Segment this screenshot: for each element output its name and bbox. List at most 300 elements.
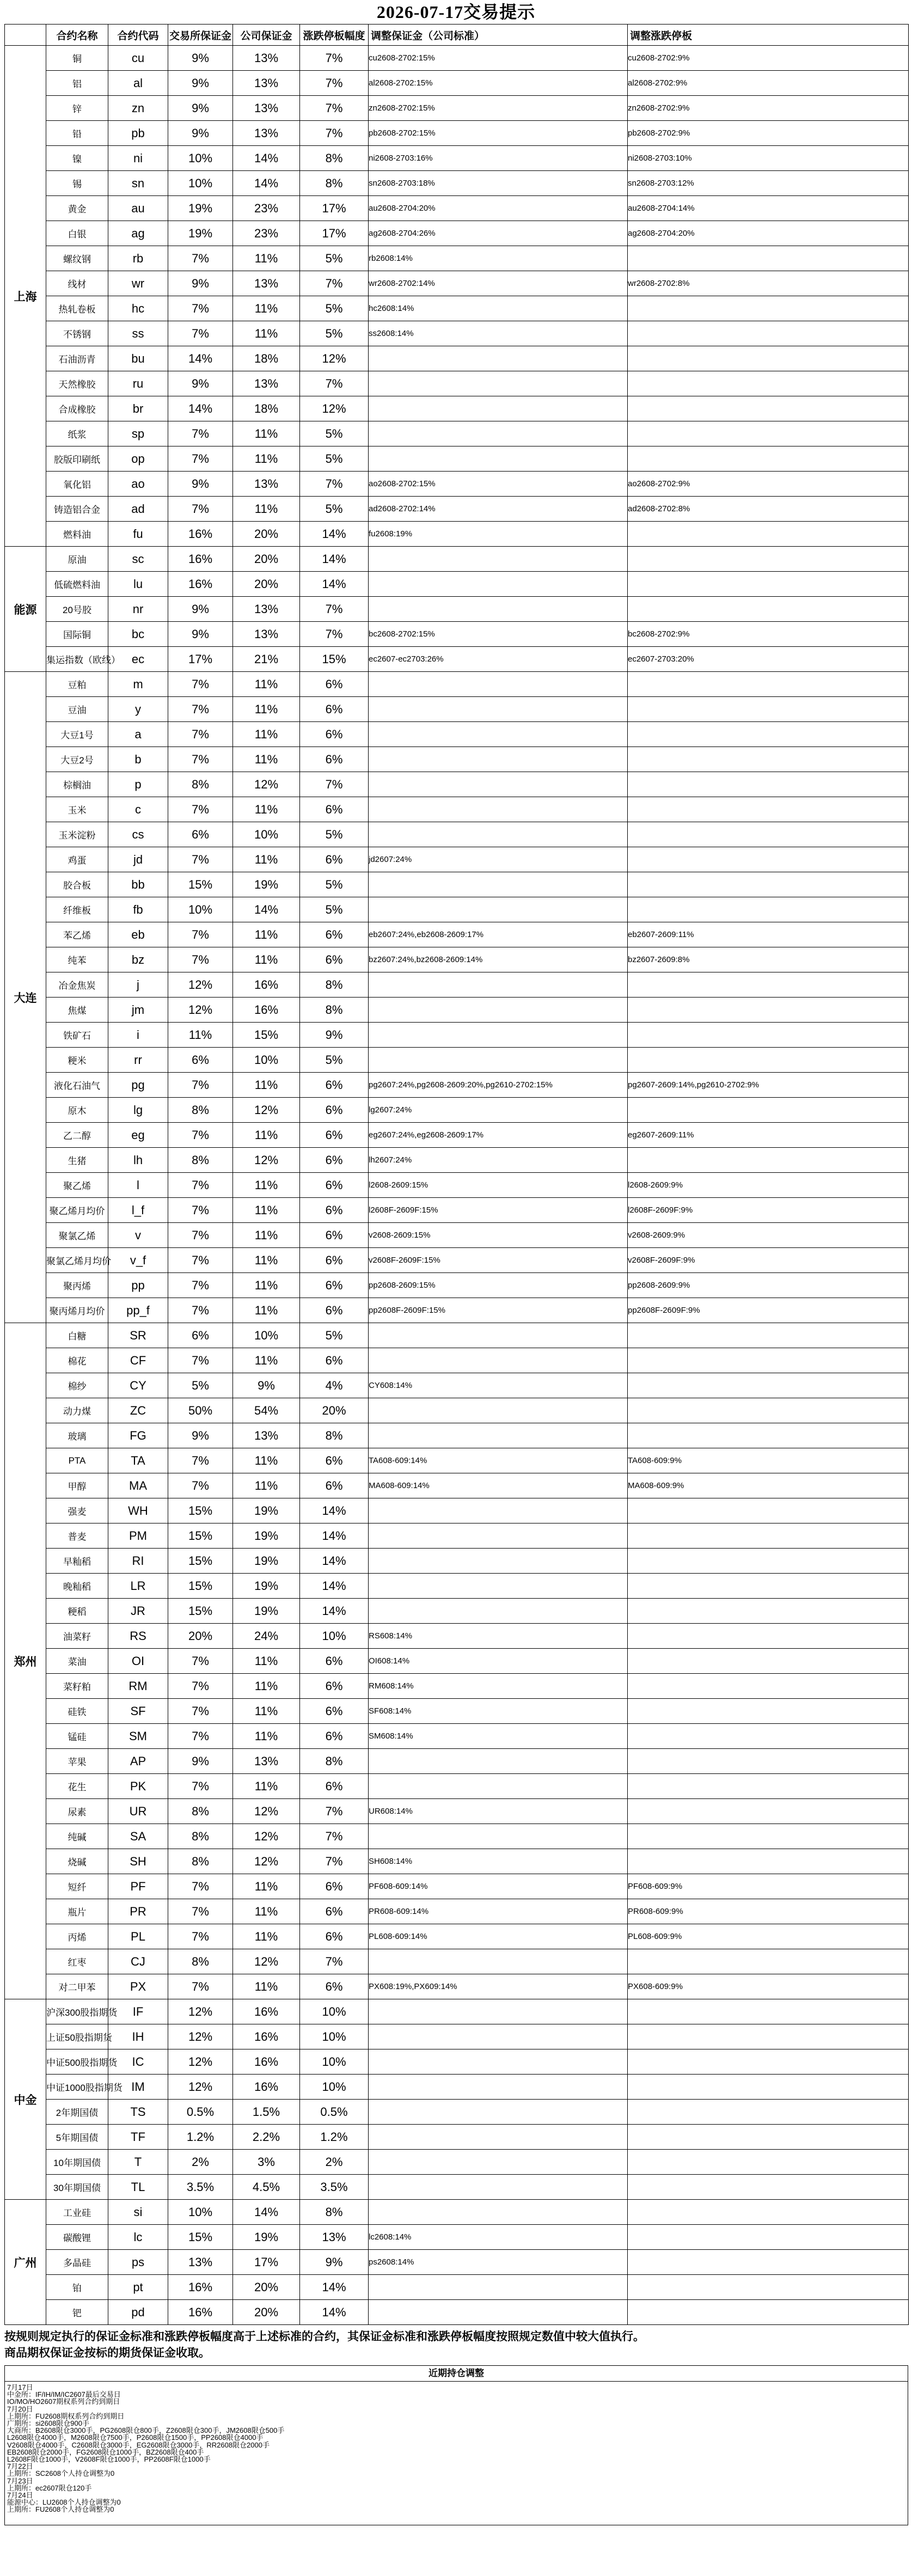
contract-name-cell: 上证50股指期货 bbox=[46, 2024, 108, 2049]
price-limit-cell: 7% bbox=[300, 71, 369, 96]
price-limit-cell: 14% bbox=[300, 1574, 369, 1599]
price-limit-cell: 1.2% bbox=[300, 2125, 369, 2150]
contract-code-cell: TL bbox=[108, 2175, 168, 2200]
company-margin-cell: 16% bbox=[233, 972, 300, 998]
contract-code-cell: bz bbox=[108, 947, 168, 972]
contract-code-cell: jd bbox=[108, 847, 168, 872]
adjusted-limit-cell bbox=[628, 1999, 909, 2024]
adjusted-margin-cell: CY608:14% bbox=[369, 1373, 628, 1398]
price-limit-cell: 6% bbox=[300, 697, 369, 722]
contract-code-cell: a bbox=[108, 722, 168, 747]
contract-code-cell: bc bbox=[108, 622, 168, 647]
contract-name-cell: 铁矿石 bbox=[46, 1023, 108, 1048]
adjusted-margin-cell: SF608:14% bbox=[369, 1699, 628, 1724]
adjusted-limit-cell bbox=[628, 2049, 909, 2075]
price-limit-cell: 14% bbox=[300, 1523, 369, 1549]
price-limit-cell: 10% bbox=[300, 2024, 369, 2049]
adjusted-limit-cell: PL608-609:9% bbox=[628, 1924, 909, 1949]
exchange-margin-cell: 9% bbox=[168, 622, 233, 647]
price-limit-cell: 6% bbox=[300, 922, 369, 947]
contract-name-cell: 石油沥青 bbox=[46, 346, 108, 371]
contract-name-cell: 玉米 bbox=[46, 797, 108, 822]
contract-code-cell: p bbox=[108, 772, 168, 797]
adjusted-limit-cell bbox=[628, 1699, 909, 1724]
contract-name-cell: PTA bbox=[46, 1448, 108, 1473]
adjusted-margin-cell: v2608F-2609F:15% bbox=[369, 1248, 628, 1273]
table-row bbox=[5, 1924, 909, 1949]
table-row bbox=[5, 1373, 909, 1398]
adjusted-margin-cell bbox=[369, 421, 628, 446]
contract-code-cell: ru bbox=[108, 371, 168, 396]
exchange-margin-cell: 7% bbox=[168, 497, 233, 522]
exchange-margin-cell: 50% bbox=[168, 1398, 233, 1423]
contract-code-cell: hc bbox=[108, 296, 168, 321]
company-margin-cell: 19% bbox=[233, 1523, 300, 1549]
table-row bbox=[5, 1198, 909, 1223]
adjusted-limit-cell bbox=[628, 2250, 909, 2275]
contract-name-cell: 线材 bbox=[46, 271, 108, 296]
contract-name-cell: 早籼稻 bbox=[46, 1549, 108, 1574]
contract-code-cell: IC bbox=[108, 2049, 168, 2075]
exchange-margin-cell: 9% bbox=[168, 1749, 233, 1774]
price-limit-cell: 8% bbox=[300, 972, 369, 998]
company-margin-cell: 11% bbox=[233, 1123, 300, 1148]
adjusted-limit-cell bbox=[628, 2200, 909, 2225]
price-limit-cell: 14% bbox=[300, 1599, 369, 1624]
table-row bbox=[5, 1649, 909, 1674]
price-limit-cell: 6% bbox=[300, 1674, 369, 1699]
price-limit-cell: 6% bbox=[300, 1098, 369, 1123]
contract-code-cell: ni bbox=[108, 146, 168, 171]
adjusted-limit-cell bbox=[628, 1498, 909, 1523]
company-margin-cell: 19% bbox=[233, 872, 300, 897]
table-row bbox=[5, 371, 909, 396]
adjusted-margin-cell: rb2608:14% bbox=[369, 246, 628, 271]
adjusted-limit-cell: ad2608-2702:8% bbox=[628, 497, 909, 522]
exchange-cell: 能源 bbox=[5, 547, 46, 672]
adjusted-limit-cell bbox=[628, 772, 909, 797]
recent-line: L2608限仓4000手，M2608限仓7500手，P2608限仓1500手，PP2608限仓4000手 bbox=[7, 2433, 264, 2442]
adjusted-limit-cell bbox=[628, 1599, 909, 1624]
price-limit-cell: 15% bbox=[300, 647, 369, 672]
price-limit-cell: 14% bbox=[300, 547, 369, 572]
contract-code-cell: RI bbox=[108, 1549, 168, 1574]
table-row bbox=[5, 697, 909, 722]
contract-name-cell: 冶金焦炭 bbox=[46, 972, 108, 998]
company-margin-cell: 14% bbox=[233, 2200, 300, 2225]
contract-code-cell: ps bbox=[108, 2250, 168, 2275]
table-row bbox=[5, 1899, 909, 1924]
table-row bbox=[5, 1699, 909, 1724]
contract-name-cell: 多晶硅 bbox=[46, 2250, 108, 2275]
price-limit-cell: 12% bbox=[300, 346, 369, 371]
price-limit-cell: 6% bbox=[300, 1123, 369, 1148]
adjusted-limit-cell: eg2607-2609:11% bbox=[628, 1123, 909, 1148]
contract-name-cell: 晚籼稻 bbox=[46, 1574, 108, 1599]
table-row bbox=[5, 246, 909, 271]
recent-line: 上期所：FU2608期权系列合约到期日 bbox=[7, 2412, 125, 2420]
exchange-margin-cell: 15% bbox=[168, 1574, 233, 1599]
contract-code-cell: SM bbox=[108, 1724, 168, 1749]
contract-name-cell: 动力煤 bbox=[46, 1398, 108, 1423]
adjusted-margin-cell bbox=[369, 1498, 628, 1523]
contract-name-cell: 焦煤 bbox=[46, 998, 108, 1023]
table-row bbox=[5, 947, 909, 972]
contract-name-cell: 纸浆 bbox=[46, 421, 108, 446]
price-limit-cell: 10% bbox=[300, 2049, 369, 2075]
exchange-margin-cell: 12% bbox=[168, 2024, 233, 2049]
price-limit-cell: 6% bbox=[300, 1774, 369, 1799]
contract-code-cell: fb bbox=[108, 897, 168, 922]
adjusted-margin-cell bbox=[369, 2075, 628, 2100]
exchange-margin-cell: 8% bbox=[168, 1098, 233, 1123]
header-adjusted-margin: 调整保证金（公司标准） bbox=[369, 25, 628, 46]
adjusted-margin-cell: hc2608:14% bbox=[369, 296, 628, 321]
adjusted-limit-cell bbox=[628, 1774, 909, 1799]
contract-name-cell: 20号胶 bbox=[46, 597, 108, 622]
contract-name-cell: 锌 bbox=[46, 96, 108, 121]
table-row bbox=[5, 1774, 909, 1799]
table-row bbox=[5, 1849, 909, 1874]
exchange-margin-cell: 12% bbox=[168, 2075, 233, 2100]
contract-code-cell: pd bbox=[108, 2300, 168, 2325]
exchange-margin-cell: 6% bbox=[168, 1048, 233, 1073]
company-margin-cell: 12% bbox=[233, 772, 300, 797]
price-limit-cell: 7% bbox=[300, 597, 369, 622]
table-row bbox=[5, 672, 909, 697]
contract-name-cell: 甲醇 bbox=[46, 1473, 108, 1498]
adjusted-margin-cell: lc2608:14% bbox=[369, 2225, 628, 2250]
price-limit-cell: 14% bbox=[300, 522, 369, 547]
adjusted-limit-cell bbox=[628, 998, 909, 1023]
table-row bbox=[5, 1148, 909, 1173]
price-limit-cell: 6% bbox=[300, 1473, 369, 1498]
exchange-margin-cell: 7% bbox=[168, 1348, 233, 1373]
adjusted-margin-cell: ag2608-2704:26% bbox=[369, 221, 628, 246]
contract-code-cell: j bbox=[108, 972, 168, 998]
table-row bbox=[5, 772, 909, 797]
price-limit-cell: 17% bbox=[300, 196, 369, 221]
company-margin-cell: 14% bbox=[233, 146, 300, 171]
contract-code-cell: ec bbox=[108, 647, 168, 672]
adjusted-margin-cell: ec2607-ec2703:26% bbox=[369, 647, 628, 672]
contract-code-cell: zn bbox=[108, 96, 168, 121]
page-title: 2026-07-17交易提示 bbox=[376, 2, 536, 22]
adjusted-margin-cell bbox=[369, 1999, 628, 2024]
table-row bbox=[5, 547, 909, 572]
contract-name-cell: 5年期国债 bbox=[46, 2125, 108, 2150]
adjusted-margin-cell bbox=[369, 872, 628, 897]
price-limit-cell: 6% bbox=[300, 1173, 369, 1198]
company-margin-cell: 11% bbox=[233, 1273, 300, 1298]
exchange-margin-cell: 2% bbox=[168, 2150, 233, 2175]
contract-name-cell: 原木 bbox=[46, 1098, 108, 1123]
table-row bbox=[5, 922, 909, 947]
adjusted-margin-cell bbox=[369, 722, 628, 747]
contract-name-cell: 聚丙烯 bbox=[46, 1273, 108, 1298]
contract-name-cell: 粳米 bbox=[46, 1048, 108, 1073]
adjusted-limit-cell bbox=[628, 1523, 909, 1549]
contract-name-cell: 不锈钢 bbox=[46, 321, 108, 346]
company-margin-cell: 12% bbox=[233, 1098, 300, 1123]
exchange-margin-cell: 15% bbox=[168, 1599, 233, 1624]
contract-code-cell: TS bbox=[108, 2100, 168, 2125]
exchange-margin-cell: 15% bbox=[168, 2225, 233, 2250]
table-row bbox=[5, 2200, 909, 2225]
recent-line: 7月17日 bbox=[7, 2383, 33, 2391]
contract-code-cell: op bbox=[108, 446, 168, 472]
recent-line: IO/MO/HO2607期权系列合约到期日 bbox=[7, 2397, 120, 2406]
contract-name-cell: 聚乙烯 bbox=[46, 1173, 108, 1198]
price-limit-cell: 7% bbox=[300, 772, 369, 797]
exchange-cell: 广州 bbox=[5, 2200, 46, 2325]
table-row bbox=[5, 1298, 909, 1323]
exchange-margin-cell: 7% bbox=[168, 1974, 233, 1999]
exchange-margin-cell: 7% bbox=[168, 1899, 233, 1924]
company-margin-cell: 11% bbox=[233, 797, 300, 822]
exchange-margin-cell: 9% bbox=[168, 96, 233, 121]
exchange-margin-cell: 9% bbox=[168, 472, 233, 497]
adjusted-margin-cell: bz2607:24%,bz2608-2609:14% bbox=[369, 947, 628, 972]
table-row bbox=[5, 1949, 909, 1974]
company-margin-cell: 13% bbox=[233, 71, 300, 96]
adjusted-margin-cell: jd2607:24% bbox=[369, 847, 628, 872]
company-margin-cell: 12% bbox=[233, 1799, 300, 1824]
price-limit-cell: 14% bbox=[300, 2275, 369, 2300]
adjusted-margin-cell bbox=[369, 2200, 628, 2225]
exchange-margin-cell: 7% bbox=[168, 1649, 233, 1674]
adjusted-limit-cell bbox=[628, 547, 909, 572]
contract-code-cell: IF bbox=[108, 1999, 168, 2024]
exchange-margin-cell: 7% bbox=[168, 421, 233, 446]
table-row bbox=[5, 46, 909, 71]
contract-code-cell: ad bbox=[108, 497, 168, 522]
adjusted-margin-cell bbox=[369, 1423, 628, 1448]
contract-code-cell: y bbox=[108, 697, 168, 722]
contract-code-cell: cu bbox=[108, 46, 168, 71]
company-margin-cell: 11% bbox=[233, 1473, 300, 1498]
table-row bbox=[5, 1423, 909, 1448]
contract-name-cell: 中证1000股指期货 bbox=[46, 2075, 108, 2100]
contract-code-cell: SR bbox=[108, 1323, 168, 1348]
contract-name-cell: 螺纹钢 bbox=[46, 246, 108, 271]
adjusted-limit-cell bbox=[628, 396, 909, 421]
exchange-margin-cell: 7% bbox=[168, 1223, 233, 1248]
contract-code-cell: LR bbox=[108, 1574, 168, 1599]
table-row bbox=[5, 847, 909, 872]
adjusted-margin-cell bbox=[369, 747, 628, 772]
company-margin-cell: 11% bbox=[233, 1724, 300, 1749]
company-margin-cell: 10% bbox=[233, 1323, 300, 1348]
adjusted-limit-cell: bz2607-2609:8% bbox=[628, 947, 909, 972]
table-row bbox=[5, 1674, 909, 1699]
company-margin-cell: 11% bbox=[233, 1198, 300, 1223]
recent-line: L2608F限仓1000手，V2608F限仓1000手，PP2608F限仓1000手 bbox=[7, 2455, 211, 2464]
exchange-margin-cell: 7% bbox=[168, 847, 233, 872]
price-limit-cell: 6% bbox=[300, 1448, 369, 1473]
exchange-margin-cell: 15% bbox=[168, 1523, 233, 1549]
adjusted-margin-cell bbox=[369, 1048, 628, 1073]
adjusted-margin-cell bbox=[369, 371, 628, 396]
price-limit-cell: 8% bbox=[300, 1423, 369, 1448]
adjusted-margin-cell: PX608:19%,PX609:14% bbox=[369, 1974, 628, 1999]
recent-line: 大商所：B2608限仓3000手，PG2608限仓800手，Z2608限仓300手，JM2608限仓500手 bbox=[7, 2426, 285, 2435]
table-row bbox=[5, 1549, 909, 1574]
contract-code-cell: bu bbox=[108, 346, 168, 371]
header-price-limit: 涨跌停板幅度 bbox=[300, 25, 369, 46]
exchange-margin-cell: 7% bbox=[168, 446, 233, 472]
contract-code-cell: UR bbox=[108, 1799, 168, 1824]
table-row bbox=[5, 797, 909, 822]
company-margin-cell: 19% bbox=[233, 1574, 300, 1599]
contract-name-cell: 油菜籽 bbox=[46, 1624, 108, 1649]
exchange-margin-cell: 8% bbox=[168, 1949, 233, 1974]
exchange-margin-cell: 10% bbox=[168, 171, 233, 196]
adjusted-limit-cell bbox=[628, 446, 909, 472]
table-row bbox=[5, 2100, 909, 2125]
adjusted-margin-cell bbox=[369, 822, 628, 847]
contract-code-cell: jm bbox=[108, 998, 168, 1023]
adjusted-margin-cell bbox=[369, 1774, 628, 1799]
table-row bbox=[5, 1398, 909, 1423]
table-row bbox=[5, 446, 909, 472]
contract-code-cell: PM bbox=[108, 1523, 168, 1549]
adjusted-margin-cell bbox=[369, 346, 628, 371]
contract-code-cell: MA bbox=[108, 1473, 168, 1498]
price-limit-cell: 6% bbox=[300, 672, 369, 697]
recent-position-adjustments bbox=[4, 2365, 908, 2525]
adjusted-limit-cell bbox=[628, 2225, 909, 2250]
exchange-margin-cell: 8% bbox=[168, 1799, 233, 1824]
company-margin-cell: 13% bbox=[233, 46, 300, 71]
adjusted-limit-cell: v2608-2609:9% bbox=[628, 1223, 909, 1248]
contract-code-cell: lh bbox=[108, 1148, 168, 1173]
price-limit-cell: 4% bbox=[300, 1373, 369, 1398]
adjusted-limit-cell bbox=[628, 822, 909, 847]
table-row bbox=[5, 972, 909, 998]
company-margin-cell: 16% bbox=[233, 2075, 300, 2100]
adjusted-margin-cell: cu2608-2702:15% bbox=[369, 46, 628, 71]
table-row bbox=[5, 2225, 909, 2250]
contract-name-cell: 菜籽粕 bbox=[46, 1674, 108, 1699]
contract-name-cell: 铜 bbox=[46, 46, 108, 71]
exchange-margin-cell: 15% bbox=[168, 872, 233, 897]
company-margin-cell: 54% bbox=[233, 1398, 300, 1423]
table-row bbox=[5, 572, 909, 597]
adjusted-margin-cell: eg2607:24%,eg2608-2609:17% bbox=[369, 1123, 628, 1148]
contract-code-cell: lc bbox=[108, 2225, 168, 2250]
exchange-margin-cell: 12% bbox=[168, 1999, 233, 2024]
contract-code-cell: SH bbox=[108, 1849, 168, 1874]
price-limit-cell: 9% bbox=[300, 2250, 369, 2275]
exchange-margin-cell: 7% bbox=[168, 1699, 233, 1724]
table-header-row bbox=[5, 25, 909, 46]
contract-name-cell: 短纤 bbox=[46, 1874, 108, 1899]
company-margin-cell: 11% bbox=[233, 722, 300, 747]
company-margin-cell: 14% bbox=[233, 897, 300, 922]
adjusted-limit-cell bbox=[628, 697, 909, 722]
adjusted-margin-cell bbox=[369, 1549, 628, 1574]
contract-name-cell: 棉花 bbox=[46, 1348, 108, 1373]
adjusted-margin-cell: MA608-609:14% bbox=[369, 1473, 628, 1498]
exchange-margin-cell: 7% bbox=[168, 1248, 233, 1273]
contract-code-cell: CF bbox=[108, 1348, 168, 1373]
exchange-margin-cell: 6% bbox=[168, 1323, 233, 1348]
exchange-margin-cell: 3.5% bbox=[168, 2175, 233, 2200]
contract-name-cell: 硅铁 bbox=[46, 1699, 108, 1724]
table-row bbox=[5, 1173, 909, 1198]
contract-code-cell: ao bbox=[108, 472, 168, 497]
company-margin-cell: 13% bbox=[233, 1423, 300, 1448]
company-margin-cell: 11% bbox=[233, 1348, 300, 1373]
adjusted-limit-cell bbox=[628, 2100, 909, 2125]
exchange-margin-cell: 9% bbox=[168, 121, 233, 146]
recent-line: 7月20日 bbox=[7, 2404, 33, 2413]
company-margin-cell: 11% bbox=[233, 321, 300, 346]
adjusted-margin-cell bbox=[369, 1824, 628, 1849]
contract-name-cell: 纯苯 bbox=[46, 947, 108, 972]
adjusted-margin-cell: lh2607:24% bbox=[369, 1148, 628, 1173]
price-limit-cell: 7% bbox=[300, 1799, 369, 1824]
exchange-margin-cell: 7% bbox=[168, 1073, 233, 1098]
adjusted-margin-cell bbox=[369, 396, 628, 421]
contract-code-cell: fu bbox=[108, 522, 168, 547]
table-row bbox=[5, 221, 909, 246]
price-limit-cell: 17% bbox=[300, 221, 369, 246]
exchange-margin-cell: 7% bbox=[168, 1924, 233, 1949]
adjusted-margin-cell: eb2607:24%,eb2608-2609:17% bbox=[369, 922, 628, 947]
adjusted-margin-cell: al2608-2702:15% bbox=[369, 71, 628, 96]
table-row bbox=[5, 2125, 909, 2150]
price-limit-cell: 7% bbox=[300, 371, 369, 396]
contract-code-cell: cs bbox=[108, 822, 168, 847]
price-limit-cell: 8% bbox=[300, 998, 369, 1023]
exchange-margin-cell: 7% bbox=[168, 947, 233, 972]
adjusted-limit-cell bbox=[628, 1574, 909, 1599]
contract-name-cell: 聚氯乙烯 bbox=[46, 1223, 108, 1248]
adjusted-limit-cell bbox=[628, 797, 909, 822]
adjusted-margin-cell: fu2608:19% bbox=[369, 522, 628, 547]
exchange-margin-cell: 15% bbox=[168, 1549, 233, 1574]
contract-code-cell: sp bbox=[108, 421, 168, 446]
contract-name-cell: 白银 bbox=[46, 221, 108, 246]
contract-code-cell: IH bbox=[108, 2024, 168, 2049]
adjusted-limit-cell bbox=[628, 597, 909, 622]
contract-code-cell: br bbox=[108, 396, 168, 421]
contract-name-cell: 原油 bbox=[46, 547, 108, 572]
price-limit-cell: 5% bbox=[300, 421, 369, 446]
price-limit-cell: 6% bbox=[300, 1874, 369, 1899]
contract-name-cell: 尿素 bbox=[46, 1799, 108, 1824]
price-limit-cell: 7% bbox=[300, 1824, 369, 1849]
adjusted-limit-cell bbox=[628, 1724, 909, 1749]
contract-code-cell: CJ bbox=[108, 1949, 168, 1974]
table-row bbox=[5, 171, 909, 196]
adjusted-margin-cell: pg2607:24%,pg2608-2609:20%,pg2610-2702:15% bbox=[369, 1073, 628, 1098]
company-margin-cell: 3% bbox=[233, 2150, 300, 2175]
adjusted-limit-cell: PF608-609:9% bbox=[628, 1874, 909, 1899]
exchange-margin-cell: 17% bbox=[168, 647, 233, 672]
adjusted-limit-cell: l2608F-2609F:9% bbox=[628, 1198, 909, 1223]
price-limit-cell: 3.5% bbox=[300, 2175, 369, 2200]
adjusted-limit-cell: cu2608-2702:9% bbox=[628, 46, 909, 71]
adjusted-limit-cell bbox=[628, 1799, 909, 1824]
adjusted-limit-cell bbox=[628, 1148, 909, 1173]
adjusted-limit-cell bbox=[628, 1348, 909, 1373]
contract-name-cell: 钯 bbox=[46, 2300, 108, 2325]
exchange-margin-cell: 7% bbox=[168, 321, 233, 346]
table-row bbox=[5, 1448, 909, 1473]
